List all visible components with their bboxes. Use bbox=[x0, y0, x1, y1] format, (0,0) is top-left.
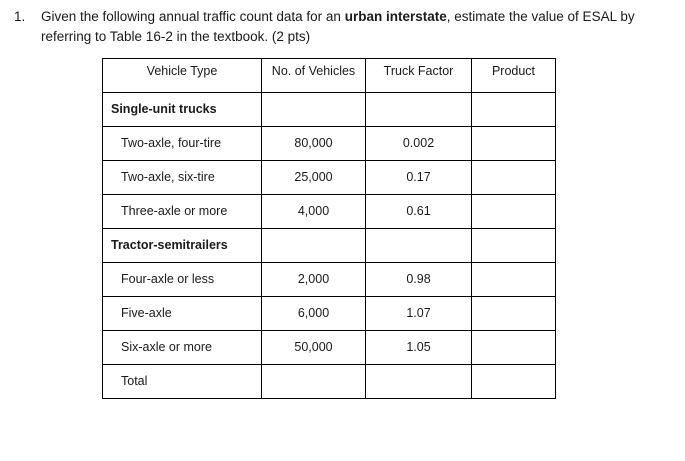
table-row bbox=[103, 195, 556, 229]
vehicles-cell bbox=[262, 229, 366, 263]
factor-cell: 1.05 bbox=[366, 331, 472, 365]
product-cell bbox=[472, 365, 556, 399]
vehicle-type-cell: Two-axle, six-tire bbox=[103, 161, 262, 195]
vehicles-cell: 4,000 bbox=[262, 195, 366, 229]
factor-cell bbox=[366, 229, 472, 263]
product-cell bbox=[472, 229, 556, 263]
group-label-cell: Tractor-semitrailers bbox=[103, 229, 262, 263]
product-cell bbox=[472, 331, 556, 365]
table-row bbox=[103, 229, 556, 263]
factor-cell: 0.002 bbox=[366, 127, 472, 161]
vehicles-cell: 25,000 bbox=[262, 161, 366, 195]
question-text bbox=[41, 7, 674, 47]
table-row bbox=[103, 331, 556, 365]
table-header-row bbox=[103, 59, 556, 93]
esal-table bbox=[102, 58, 556, 399]
question-number: 1. bbox=[14, 9, 26, 24]
header-truck-factor: Truck Factor bbox=[366, 59, 472, 93]
table-row bbox=[103, 161, 556, 195]
factor-cell: 1.07 bbox=[366, 297, 472, 331]
vehicles-cell: 50,000 bbox=[262, 331, 366, 365]
table-row bbox=[103, 263, 556, 297]
vehicles-cell: 2,000 bbox=[262, 263, 366, 297]
factor-cell bbox=[366, 365, 472, 399]
product-cell bbox=[472, 195, 556, 229]
vehicles-cell: 80,000 bbox=[262, 127, 366, 161]
header-product: Product bbox=[472, 59, 556, 93]
vehicles-cell: 6,000 bbox=[262, 297, 366, 331]
table-row bbox=[103, 365, 556, 399]
total-label-cell: Total bbox=[103, 365, 262, 399]
product-cell bbox=[472, 161, 556, 195]
product-cell bbox=[472, 263, 556, 297]
table-row bbox=[103, 297, 556, 331]
group-label-cell: Single-unit trucks bbox=[103, 93, 262, 127]
header-vehicle-type: Vehicle Type bbox=[103, 59, 262, 93]
header-no-of-vehicles: No. of Vehicles bbox=[262, 59, 366, 93]
product-cell bbox=[472, 127, 556, 161]
question-text-after: , estimate the value of ESAL by referring to Table 16-2 in the textbook. (2 pts) bbox=[41, 9, 635, 44]
vehicles-cell bbox=[262, 365, 366, 399]
vehicles-cell bbox=[262, 93, 366, 127]
table-row bbox=[103, 127, 556, 161]
factor-cell: 0.98 bbox=[366, 263, 472, 297]
vehicle-type-cell: Six-axle or more bbox=[103, 331, 262, 365]
product-cell bbox=[472, 297, 556, 331]
vehicle-type-cell: Two-axle, four-tire bbox=[103, 127, 262, 161]
factor-cell: 0.61 bbox=[366, 195, 472, 229]
question-text-before: Given the following annual traffic count data for an bbox=[41, 9, 345, 24]
question-paragraph bbox=[14, 7, 674, 47]
factor-cell: 0.17 bbox=[366, 161, 472, 195]
product-cell bbox=[472, 93, 556, 127]
table-row bbox=[103, 93, 556, 127]
vehicle-type-cell: Three-axle or more bbox=[103, 195, 262, 229]
vehicle-type-cell: Four-axle or less bbox=[103, 263, 262, 297]
factor-cell bbox=[366, 93, 472, 127]
question-text-bold: urban interstate bbox=[344, 9, 447, 24]
vehicle-type-cell: Five-axle bbox=[103, 297, 262, 331]
